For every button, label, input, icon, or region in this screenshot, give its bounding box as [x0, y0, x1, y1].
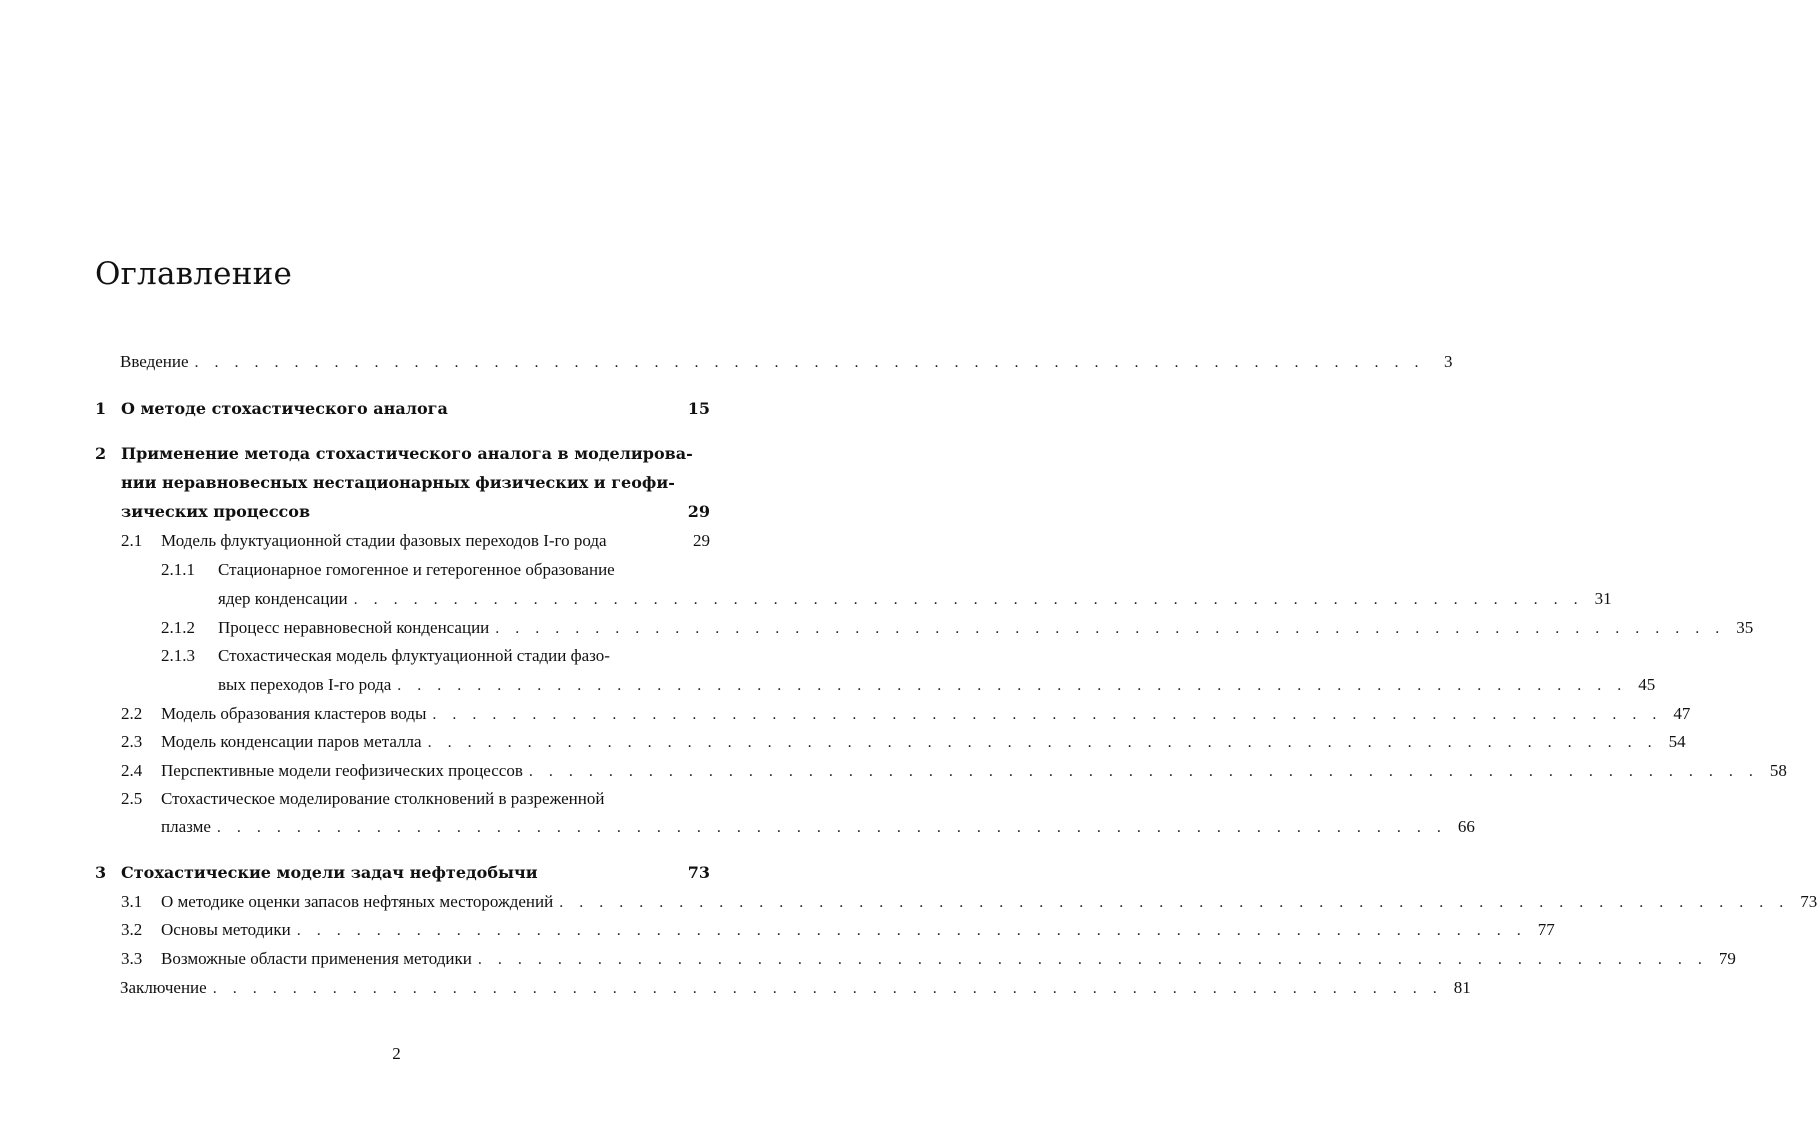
- toc-entry-number: 3.3: [121, 949, 143, 968]
- toc-entry-section-2-4[interactable]: [121, 757, 1787, 785]
- toc-entry-title: Модель флуктуационной стадии фазовых переходов I-го рода: [161, 531, 607, 550]
- toc-entry-section-2-5[interactable]: [121, 785, 710, 813]
- toc-entry-section-2-2[interactable]: [121, 700, 1691, 728]
- toc-page-number: 73: [1800, 892, 1817, 911]
- toc-entry-number: 2: [95, 444, 107, 463]
- toc-entry-title: Модель образования кластеров воды: [161, 704, 427, 723]
- toc-page-number: 45: [1638, 675, 1656, 694]
- page-number: 2: [392, 1044, 401, 1063]
- toc-entry-number: 3: [95, 863, 107, 882]
- toc-entry-chapter-2-cont: [121, 469, 710, 497]
- toc-entry-title: Возможные области применения методики: [161, 949, 472, 968]
- toc-page-number: 29: [693, 531, 710, 550]
- toc-page-number: 66: [1457, 817, 1475, 836]
- toc-entry-number: 2.3: [121, 732, 143, 751]
- toc-entry-number: 2.1: [121, 531, 143, 550]
- toc-entry-conclusion[interactable]: [120, 974, 1471, 1002]
- toc-page-number: 58: [1769, 761, 1787, 780]
- dot-leader: . . . . . . . . . . . . . . . . . . . . . . . . . . . . . . . . . . . . . . . . . . . . . . . . . . . . . . . . . . . . . .: [397, 677, 1628, 694]
- toc-entry-number: 2.2: [121, 704, 143, 723]
- toc-entry-chapter-2-end: [121, 498, 710, 526]
- toc-entry-subsection-2-1-1[interactable]: [161, 556, 710, 584]
- toc-entry-title-continued: вых переходов I-го рода: [218, 675, 392, 694]
- page-title: Оглавление: [95, 256, 292, 292]
- toc-page-number: 73: [687, 863, 710, 882]
- toc-entry-title: Модель конденсации паров металла: [161, 732, 422, 751]
- toc-entry-title: Применение метода стохастического аналога в моделирова-: [121, 444, 693, 463]
- toc-entry-number: 1: [95, 399, 107, 418]
- toc-entry-title: Заключение: [120, 978, 207, 997]
- toc-entry-section-3-2[interactable]: [121, 916, 1555, 944]
- toc-entry-title: Процесс неравновесной конденсации: [218, 618, 490, 637]
- dot-leader: . . . . . . . . . . . . . . . . . . . . . . . . . . . . . . . . . . . . . . . . . . . . . . . . . . . . . . . . . . . . . .: [194, 354, 1425, 371]
- toc-entry-number: 2.1.1: [161, 560, 195, 579]
- toc-page-number: 77: [1537, 920, 1555, 939]
- toc-entry-title: Перспективные модели геофизических процессов: [161, 761, 523, 780]
- dot-leader: . . . . . . . . . . . . . . . . . . . . . . . . . . . . . . . . . . . . . . . . . . . . . . . . . . . . . . . . . . . . . .: [495, 620, 1726, 637]
- dot-leader: . . . . . . . . . . . . . . . . . . . . . . . . . . . . . . . . . . . . . . . . . . . . . . . . . . . . . . . . . . . . . .: [528, 763, 1759, 780]
- toc-entry-title: Введение: [120, 352, 189, 371]
- dot-leader: . . . . . . . . . . . . . . . . . . . . . . . . . . . . . . . . . . . . . . . . . . . . . . . . . . . . . . . . . . . . . .: [477, 951, 1708, 968]
- toc-entry-section-2-3[interactable]: [121, 728, 1686, 756]
- toc-page-number: 35: [1736, 618, 1754, 637]
- toc-page-number: 31: [1594, 589, 1612, 608]
- toc-entry-chapter-2[interactable]: [95, 440, 710, 468]
- toc-entry-number: 2.5: [121, 789, 143, 808]
- toc-page-number: 15: [687, 399, 710, 418]
- toc-entry-number: 3.2: [121, 920, 143, 939]
- toc-page-number: 81: [1453, 978, 1471, 997]
- toc-entry-section-2-5-cont: [161, 813, 1475, 841]
- toc-page-number: 54: [1668, 732, 1686, 751]
- toc-entry-number: 2.1.2: [161, 618, 195, 637]
- toc-page-number: 3: [1444, 352, 1453, 371]
- toc-page-number: 29: [687, 502, 710, 521]
- toc-entry-title-continued: нии неравновесных нестационарных физических и геофи-: [121, 473, 675, 492]
- dot-leader: . . . . . . . . . . . . . . . . . . . . . . . . . . . . . . . . . . . . . . . . . . . . . . . . . . . . . . . . . . . . . .: [353, 591, 1584, 608]
- toc-entry-title-continued: зических процессов: [121, 502, 311, 521]
- toc-entry-section-3-1[interactable]: [121, 888, 1817, 916]
- toc-entry-title: О методике оценки запасов нефтяных месторождений: [161, 892, 554, 911]
- toc-entry-number: 3.1: [121, 892, 143, 911]
- toc-entry-title-continued: плазме: [161, 817, 211, 836]
- dot-leader: . . . . . . . . . . . . . . . . . . . . . . . . . . . . . . . . . . . . . . . . . . . . . . . . . . . . . . . . . . . . . .: [296, 922, 1527, 939]
- toc-entry-title: Основы методики: [161, 920, 291, 939]
- toc-entry-title: Стохастическое моделирование столкновений в разреженной: [161, 789, 605, 808]
- dot-leader: . . . . . . . . . . . . . . . . . . . . . . . . . . . . . . . . . . . . . . . . . . . . . . . . . . . . . . . . . . . . . .: [559, 894, 1790, 911]
- dot-leader: . . . . . . . . . . . . . . . . . . . . . . . . . . . . . . . . . . . . . . . . . . . . . . . . . . . . . . . . . . . . . .: [216, 819, 1447, 836]
- toc-entry-title-continued: ядер конденсации: [218, 589, 348, 608]
- toc-entry-section-2-1[interactable]: [121, 527, 710, 555]
- toc-entry-title: О методе стохастического аналога: [121, 399, 448, 418]
- toc-page-number: 79: [1718, 949, 1736, 968]
- toc-entry-chapter-3[interactable]: [95, 859, 710, 887]
- dot-leader: . . . . . . . . . . . . . . . . . . . . . . . . . . . . . . . . . . . . . . . . . . . . . . . . . . . . . . . . . . . . . .: [432, 706, 1663, 723]
- toc-entry-title: Стохастическая модель флуктуационной стадии фазо-: [218, 646, 610, 665]
- toc-entry-subsection-2-1-3[interactable]: [161, 642, 710, 670]
- toc-entry-section-3-3[interactable]: [121, 945, 1736, 973]
- toc-entry-title: Стационарное гомогенное и гетерогенное образование: [218, 560, 615, 579]
- toc-entry-title: Стохастические модели задач нефтедобычи: [121, 863, 538, 882]
- dot-leader: . . . . . . . . . . . . . . . . . . . . . . . . . . . . . . . . . . . . . . . . . . . . . . . . . . . . . . . . . . . . . .: [212, 980, 1443, 997]
- toc-entry-subsection-2-1-1-cont: [218, 585, 1612, 613]
- toc-page-number: 47: [1673, 704, 1691, 723]
- toc-entry-subsection-2-1-2[interactable]: [161, 614, 1754, 642]
- toc-entry-chapter-1[interactable]: [95, 395, 710, 423]
- toc-entry-number: 2.4: [121, 761, 143, 780]
- toc-entry-subsection-2-1-3-cont: [218, 671, 1656, 699]
- toc-entry-number: 2.1.3: [161, 646, 195, 665]
- toc-entry-intro[interactable]: [120, 348, 1453, 376]
- dot-leader: . . . . . . . . . . . . . . . . . . . . . . . . . . . . . . . . . . . . . . . . . . . . . . . . . . . . . . . . . . . . . .: [427, 734, 1658, 751]
